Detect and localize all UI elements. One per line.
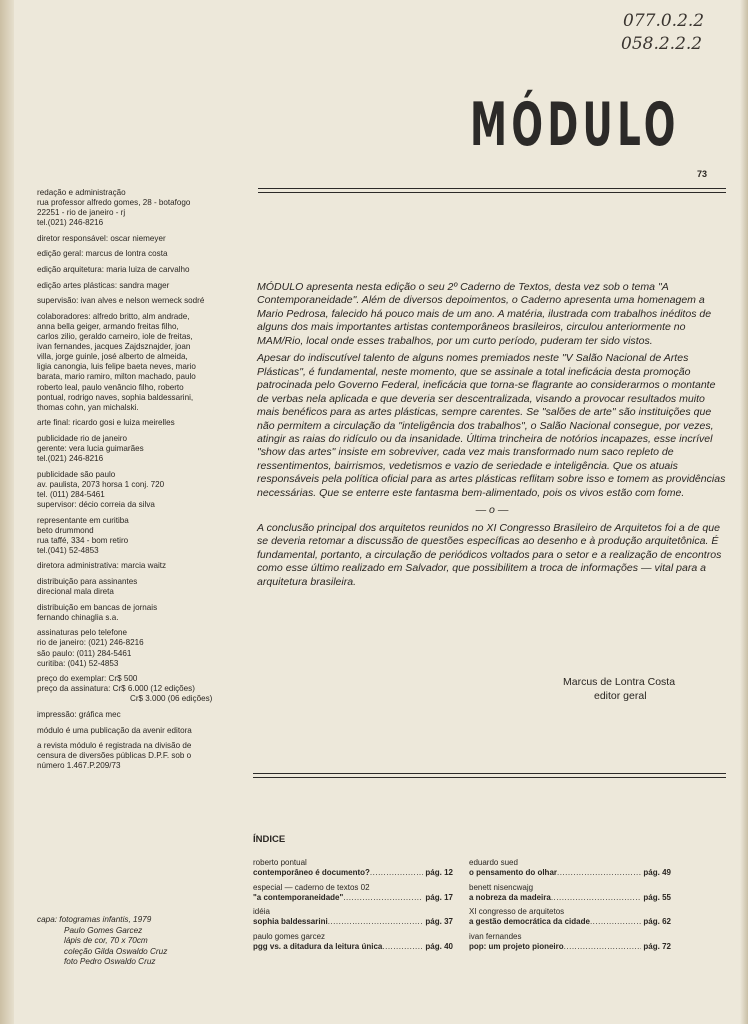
masthead-line: distribuição em bancas de jornais xyxy=(37,602,158,612)
index-row xyxy=(469,942,671,952)
masthead-line: publicidade rio de janeiro xyxy=(37,433,127,443)
masthead-line: supervisor: décio correia da silva xyxy=(37,499,155,509)
cover-credit-line: lápis de cor, 70 x 70cm xyxy=(64,936,148,945)
masthead-line: beto drummond xyxy=(37,525,94,535)
masthead-line: fernando chinaglia s.a. xyxy=(37,612,119,622)
masthead-line: curitiba: (041) 52-4853 xyxy=(37,658,119,668)
index-title-text: "a contemporaneidade" xyxy=(253,892,344,902)
editorial-paragraph: MÓDULO apresenta nesta edição o seu 2º Caderno de Textos, desta vez sob o tema "A Contemporaneidade". Além de diversos depoimentos, o Caderno apresenta uma homenagem a Mario Pedrosa, falecido há pouco mais de um ano. A matéria, ilustrada com trabalhos inéditos de alguns dos mais importantes artistas contemporâneos brasileiros, circulou anteriormente no MAM/Rio, local onde esses trabalhos, por um curto período, puderam ter sido vistos. xyxy=(257,281,712,347)
masthead-line: a revista módulo é registrada na divisão de xyxy=(37,741,192,751)
masthead-line: tel.(041) 52-4853 xyxy=(37,545,99,555)
handwritten-code: 058.2.2.2 xyxy=(621,34,703,54)
masthead-line: edição arquitetura: maria luiza de carvalho xyxy=(37,265,190,275)
masthead-line: arte final: ricardo gosi e luiza meirelles xyxy=(37,418,175,428)
masthead-line: preço da assinatura: Cr$ 6.000 (12 edições) xyxy=(37,684,195,694)
index-title-text: contemporâneo é documento? xyxy=(253,868,370,878)
index-title: ÍNDICE xyxy=(253,834,286,845)
index-leader-dots xyxy=(382,942,423,952)
index-title-text: a nobreza da madeira xyxy=(469,892,551,902)
index-leader-dots xyxy=(370,868,424,878)
masthead-block xyxy=(37,561,272,571)
index-title-text: a gestão democrática da cidade xyxy=(469,917,590,927)
masthead-block xyxy=(37,741,272,771)
masthead-block xyxy=(37,312,272,413)
masthead-line: rua taffé, 334 - bom retiro xyxy=(37,535,129,545)
index-entry xyxy=(253,907,453,928)
masthead-line: av. paulista, 2073 horsa 1 conj. 720 xyxy=(37,479,165,489)
cover-credits xyxy=(37,915,167,968)
index-page: pág. 62 xyxy=(643,917,671,927)
masthead-block xyxy=(37,188,272,228)
index-title-text: o pensamento do olhar xyxy=(469,868,558,878)
index-entry xyxy=(469,858,671,879)
editorial-paragraph: A conclusão principal dos arquitetos reunidos no XI Congresso Brasileiro de Arquitetos foi a de que se deveria retomar a discussão de questões específicas ao desenho e à produção arquitetônica. É fundamental, portanto, a circulação de periódicos voltados para o setor e a realização de encontros como esse último realizado em Salvador, que possibilitem a troca de informações — vital para a arquitetura brasileira. xyxy=(257,521,722,588)
editorial-separator: — o — xyxy=(475,504,509,517)
masthead-line: ivan fernandes, jacques Zajdsznajder, joan xyxy=(37,342,191,352)
index-title-text: sophia baldessarini xyxy=(253,917,328,927)
masthead-line: barata, mario ramiro, milton machado, paulo xyxy=(37,372,196,382)
index-leader-dots xyxy=(564,942,642,952)
index-entry xyxy=(253,883,453,904)
index-entry xyxy=(469,932,671,953)
index-author: paulo gomes garcez xyxy=(253,931,326,941)
masthead-block xyxy=(37,434,272,464)
index-leader-dots xyxy=(551,893,642,903)
index-author: especial — caderno de textos 02 xyxy=(253,882,370,892)
index-title-text: pgg vs. a ditadura da leitura única xyxy=(253,942,383,952)
masthead-line: edição geral: marcus de lontra costa xyxy=(37,249,168,259)
masthead-block xyxy=(37,249,272,259)
masthead-block xyxy=(37,628,272,668)
masthead-line: thomas cohn, yan michalski. xyxy=(37,402,139,412)
masthead-line: pontual, rodrigo naves, sophia baldessarini, xyxy=(37,392,194,402)
masthead-line: impressão: gráfica mec xyxy=(37,710,121,720)
masthead-line: ligia canongia, luis felipe baeta neves, mario xyxy=(37,362,196,372)
masthead-line: distribuição para assinantes xyxy=(37,577,138,586)
masthead-line: 22251 - rio de janeiro - rj xyxy=(37,208,126,218)
masthead-line: censura de diversões públicas D.P.F. sob o xyxy=(37,751,192,761)
masthead-line: módulo é uma publicação da avenir editora xyxy=(37,725,192,735)
index-author: roberto pontual xyxy=(253,858,307,867)
index-entry xyxy=(469,907,671,928)
masthead-block xyxy=(37,234,272,244)
masthead-line: diretora administrativa: marcia waitz xyxy=(37,561,167,571)
index-author: benett nisencwajg xyxy=(469,882,534,892)
index-page: pág. 49 xyxy=(643,868,671,878)
masthead-line: preço do exemplar: Cr$ 500 xyxy=(37,674,138,684)
index-author: XI congresso de arquitetos xyxy=(469,907,565,917)
index-leader-dots xyxy=(328,917,424,927)
masthead-line: colaboradores: alfredo britto, alm andrade, xyxy=(37,311,190,321)
signature-name: Marcus de Lontra Costa xyxy=(563,676,676,688)
masthead-block xyxy=(37,603,272,623)
masthead-block xyxy=(37,265,272,275)
masthead-line: número 1.467.P.209/73 xyxy=(37,761,121,771)
masthead-line: villa, jorge guinle, josé alberto de almeida, xyxy=(37,352,188,362)
index-page: pág. 40 xyxy=(425,942,453,952)
masthead-block xyxy=(37,296,272,306)
masthead-line: roberto leal, paulo venâncio filho, roberto xyxy=(37,382,184,392)
editor-signature xyxy=(563,675,675,703)
index-column-right xyxy=(469,858,671,956)
masthead-line: Cr$ 3.000 (06 edições) xyxy=(130,694,213,704)
index-rule xyxy=(253,773,726,778)
masthead-line: carlos zilio, geraldo carneiro, iole de freitas, xyxy=(37,332,193,342)
index-author: eduardo sued xyxy=(469,858,518,867)
index-column-left xyxy=(253,858,453,956)
index-page: pág. 37 xyxy=(425,917,453,927)
masthead-block xyxy=(37,516,272,556)
index-entry xyxy=(253,932,453,953)
index-author: ivan fernandes xyxy=(469,931,522,941)
cover-credit-line: coleção Gilda Oswaldo Cruz xyxy=(64,946,168,956)
masthead-block xyxy=(37,674,272,704)
masthead-block xyxy=(37,418,272,428)
index-entry xyxy=(469,883,671,904)
masthead-line: tel.(021) 246-8216 xyxy=(37,454,104,464)
index-page: pág. 12 xyxy=(425,868,453,878)
masthead xyxy=(37,188,272,777)
cover-credit-line: capa: fotogramas infantis, 1979 xyxy=(37,915,152,924)
masthead-block xyxy=(37,710,272,720)
index-row xyxy=(469,917,671,927)
editorial-paragraph: Apesar do indiscutível talento de alguns nomes premiados neste "V Salão Nacional de Artes Plásticas", é fundamental, neste momento, que se assinale a total ineficácia desta promoção patrocinada pelo Governo Federal, ineficácia que torna-se flagrante ao considerarmos o montante de verbas nela aplicada e que deveria ser descentralizada, visando a provocar resultados muito mais benéficos para as artes plásticas, sempre carentes. Se "salões de arte" são instituições que não permitem a circulação da "inteligência dos trabalhos", o Salão Nacional consegue, por vezes, atingir as raias do ridículo ou da insanidade. Última trincheira de notórios incapazes, esse incrível "show das artes" insiste em sobreviver, cada vez mais transformado num saco repleto de ressentimentos, bairrismos, vedetismos e vazio de seriedade e inteligência. Que os atuais responsáveis pela política oficial para as artes plásticas reflitam sobre isso e tomem as providências necessárias. Que se enterre este fantasma bem-alimentado, pois os vivos estão com fome. xyxy=(257,352,726,499)
binding-edge xyxy=(0,0,14,1024)
index-row xyxy=(469,893,671,903)
index-row xyxy=(253,942,453,952)
index-leader-dots xyxy=(557,868,641,878)
masthead-line: tel. (011) 284-5461 xyxy=(37,489,105,499)
masthead-block xyxy=(37,470,272,510)
cover-credit-line: foto Pedro Oswaldo Cruz xyxy=(64,957,156,966)
index-entry xyxy=(253,858,453,879)
masthead-line: direcional mala direta xyxy=(37,587,114,597)
index-row xyxy=(253,893,453,903)
masthead-line: edição artes plásticas: sandra mager xyxy=(37,280,170,290)
masthead-line: supervisão: ivan alves e nelson werneck sodré xyxy=(37,296,205,306)
index-page: pág. 17 xyxy=(425,892,453,902)
index-row xyxy=(253,917,453,927)
index-leader-dots xyxy=(590,917,641,927)
index-page: pág. 72 xyxy=(643,942,671,952)
issue-number: 73 xyxy=(697,169,708,179)
masthead-block xyxy=(37,726,272,736)
masthead-line: publicidade são paulo xyxy=(37,469,116,479)
masthead-line: diretor responsável: oscar niemeyer xyxy=(37,233,166,243)
masthead-line: assinaturas pelo telefone xyxy=(37,628,127,638)
index-page: pág. 55 xyxy=(643,892,671,902)
magazine-logo: MÓDULO xyxy=(470,90,680,160)
masthead-line: rua professor alfredo gomes, 28 - botafogo xyxy=(37,198,191,208)
masthead-line: tel.(021) 246-8216 xyxy=(37,218,104,228)
handwritten-code: 077.0.2.2 xyxy=(623,11,705,31)
masthead-block xyxy=(37,281,272,291)
masthead-line: rio de janeiro: (021) 246-8216 xyxy=(37,638,144,648)
index-row xyxy=(469,868,671,878)
signature-role: editor geral xyxy=(594,690,647,702)
masthead-line: redação e administração xyxy=(37,188,126,197)
index-row xyxy=(253,868,453,878)
page-edge xyxy=(740,0,748,1024)
index-author: idéia xyxy=(253,907,270,917)
cover-credit-line: Paulo Gomes Garcez xyxy=(64,925,143,935)
masthead-line: representante em curitiba xyxy=(37,515,129,525)
masthead-line: gerente: vera lucia guimarães xyxy=(37,443,144,453)
masthead-block xyxy=(37,577,272,597)
header-rule xyxy=(258,188,726,193)
masthead-line: anna bella geiger, armando freitas filho, xyxy=(37,321,179,331)
editorial xyxy=(257,281,727,593)
index-leader-dots xyxy=(343,893,423,903)
masthead-line: são paulo: (011) 284-5461 xyxy=(37,648,132,658)
index-title-text: pop: um projeto pioneiro xyxy=(469,942,564,952)
